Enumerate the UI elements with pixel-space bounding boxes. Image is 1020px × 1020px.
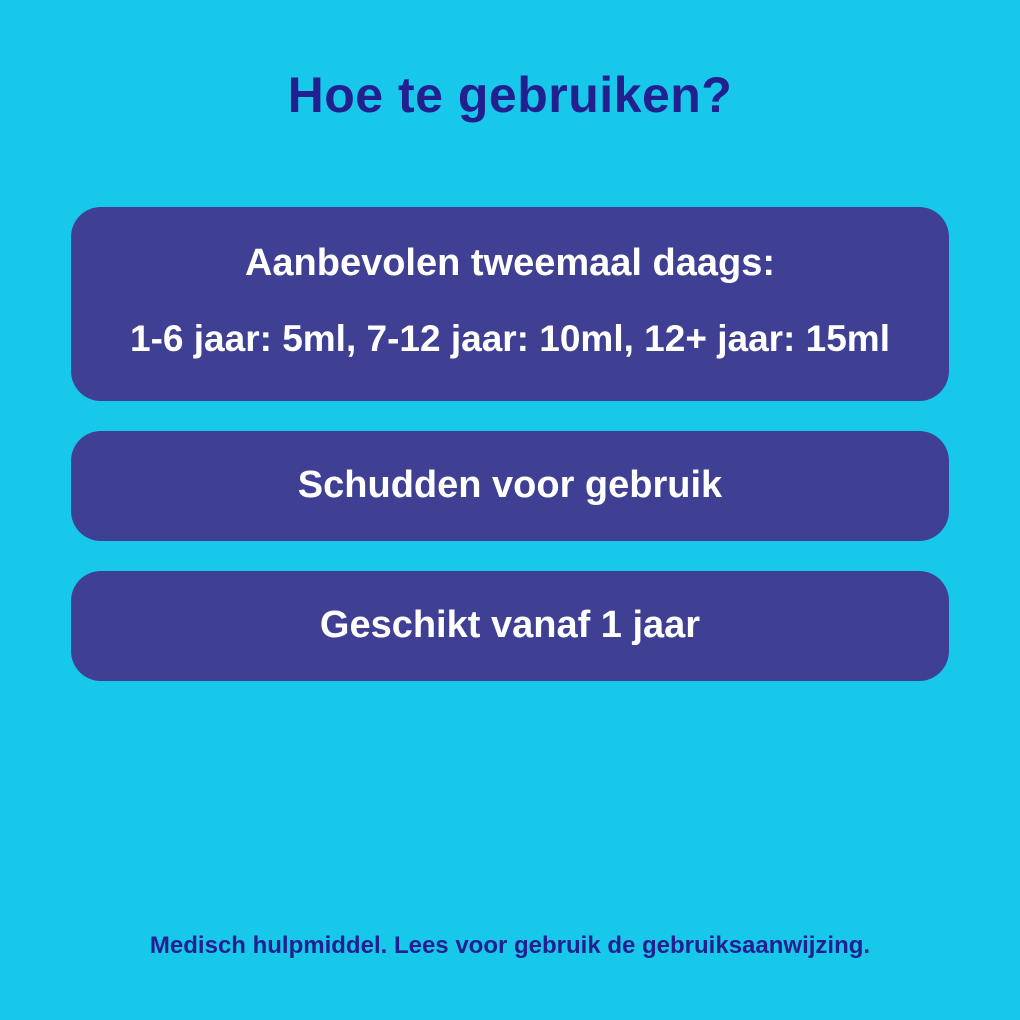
dosage-card-detail: 1-6 jaar: 5ml, 7-12 jaar: 10ml, 12+ jaar: 15ml	[130, 317, 890, 359]
dosage-card-heading: Aanbevolen tweemaal daags:	[244, 242, 776, 284]
age-suitability-text: Geschikt vanaf 1 jaar	[319, 604, 701, 647]
age-suitability-card	[71, 571, 949, 681]
regulatory-footnote: Medisch hulpmiddel. Lees voor gebruik de gebruiksaanwijzing.	[149, 932, 871, 959]
shake-before-use-text: Schudden voor gebruik	[297, 464, 723, 507]
instruction-card-list	[71, 207, 949, 711]
page-title: Hoe te gebruiken?	[287, 67, 733, 123]
shake-before-use-card	[71, 431, 949, 541]
dosage-card	[71, 207, 949, 401]
